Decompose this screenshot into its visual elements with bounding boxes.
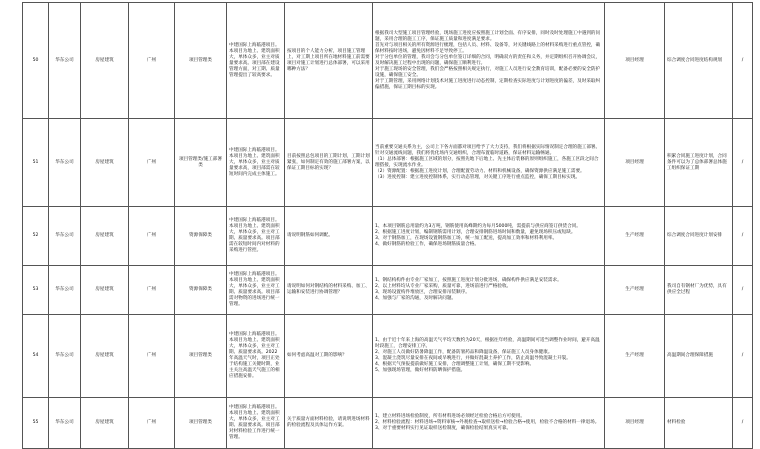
answer-cell: [373, 266, 605, 315]
support-cell: 高温期间合理保障措施: [665, 315, 733, 398]
question-cell: 如何考虑高温对工期的影响？: [285, 315, 373, 398]
company-cell: 华东公司: [49, 3, 81, 119]
project-type-cell: 房屋建筑: [81, 398, 129, 449]
status-cell: /: [733, 207, 753, 266]
question-cell: 目前按照总包项目的工期计划，工期计划紧张，如何制定有效的施工部署方案，以保证工期目标的实现？: [285, 119, 373, 207]
role-cell: 生产经理: [605, 266, 665, 315]
category-cell: 项目管理类: [175, 315, 227, 398]
answer-paragraph: 首先对与项目相关的所有资源进行梳理，包括人员、材料、设备等，对关键线路上的材料采购进行重点管控，确保材料按时进场，避免因材料不足导致停工。: [375, 42, 601, 54]
row-number: 54: [23, 315, 49, 398]
project-type-cell: 房屋建筑: [81, 266, 129, 315]
answer-paragraph: 4、根据天气预报提前做好施工安排，合理调整施工计划，确保工期不受影响。: [375, 362, 535, 367]
region-cell: 广州: [129, 315, 175, 398]
table-row: [23, 266, 753, 315]
project-scope-cell: 中建国际上海临港项目。本项目为地上、建筑面积大，单体众多，业主对工期、质量要求高。项目部需对物资的进场进行统一管理。: [227, 266, 285, 315]
status-cell: /: [733, 119, 753, 207]
company-cell: 华东公司: [49, 398, 81, 449]
row-number: 51: [23, 119, 49, 207]
support-cell: 我司自有钢材厂为优势，具有供应全过程: [665, 266, 733, 315]
issues-table: [22, 2, 753, 449]
answer-paragraph: 1、本项目钢筋总用量约为3万吨，钢筋使用高峰期约为每月5000吨，需提前与供应商签订供货合同。: [375, 224, 581, 229]
row-number: 53: [23, 266, 49, 315]
company-cell: 华东公司: [49, 315, 81, 398]
project-scope-cell: 中建国际上海临港项目。本项目为地上、建筑面积大，单体众多，业主对质量要求高，项目部需在较短时间内完成主体施工。: [227, 119, 285, 207]
support-cell: 材料检验: [665, 398, 733, 449]
status-cell: /: [733, 266, 753, 315]
answer-paragraph: 1、建立材料进场检验制度，所有材料进场必须经过检验合格后方可使用。: [375, 414, 525, 419]
status-cell: /: [733, 315, 753, 398]
status-cell: /: [733, 3, 753, 119]
support-cell: 综合调度合同进度计划安排: [665, 207, 733, 266]
role-cell: 生产经理: [605, 207, 665, 266]
table-row: [23, 119, 753, 207]
table-row: [23, 398, 753, 449]
answer-paragraph: 2、以上材料均从专业厂家采购，质量可靠，进场前进行严格验收。: [375, 284, 512, 289]
table-row: [23, 315, 753, 398]
project-type-cell: 房屋建筑: [81, 119, 129, 207]
answer-cell: [373, 207, 605, 266]
answer-paragraph: 4、做好钢筋的检验工作，确保进场钢筋质量合格。: [375, 242, 479, 247]
role-cell: 生产经理: [605, 315, 665, 398]
answer-paragraph: 对于工期管理，采用网络计划技术对施工进度进行动态控制，定期检查实际进度与计划进度的偏差，及时采取纠偏措施，保证工期目标的实现。: [375, 78, 601, 90]
question-cell: 请说明钢筋如何调配。: [285, 207, 373, 266]
question-cell: 请说明如何对钢结构的材料采购、加工、运输和安装进行协调管理？: [285, 266, 373, 315]
region-cell: 广州: [129, 119, 175, 207]
project-scope-cell: 中建国际上海临港项目。本项目为地上、建筑面积大，单体众多，业主对工期、质量要求高。2022年高温天气时，项目正处于结构施工关键时期，业主关注高温天气施工的相应措施安排。: [227, 315, 285, 398]
project-scope-cell: 中建国际上海临港项目。本项目为地上、建筑面积大，单体众多，业主对质量要求高。项目部在建设管理方面，对工期、质量管理提出了较高要求。: [227, 3, 285, 119]
company-cell: 华东公司: [49, 266, 81, 315]
category-cell: 资源保障类: [175, 207, 227, 266]
answer-paragraph: 2、根据施工进度计划，编制钢筋需用计划，合理安排钢筋进场时间和数量，避免现场积压或短缺。: [375, 230, 576, 235]
answer-cell: [373, 398, 605, 449]
role-cell: 项目经理: [605, 3, 665, 119]
category-cell: 项目管理类: [175, 3, 227, 119]
category-cell: 资源保障类: [175, 266, 227, 315]
question-cell: 关于质量方面材料检验，请说明进场材料的检验流程及具体运作方案。: [285, 398, 373, 449]
table-body: [23, 3, 753, 449]
company-cell: 华东公司: [49, 119, 81, 207]
row-number: 55: [23, 398, 49, 449]
project-type-cell: 房屋建筑: [81, 207, 129, 266]
project-scope-cell: 中建国际上海临港项目。本项目为地上、建筑面积大，单体众多，业主对工期、质量要求高。项目部对材料检验工作进行统一管理。: [227, 398, 285, 449]
answer-paragraph: （3）进度控制：建立进度控制体系，实行动态管理，对关键工序进行重点监控，确保工期目标实现。: [375, 174, 581, 180]
answer-paragraph: 3、现场设置构件堆放区，合理安排吊装顺序。: [375, 290, 470, 295]
project-type-cell: 房屋建筑: [81, 3, 129, 119]
question-cell: 按项目的个人能力分析，项目施工管理上，对工期上项目所在地材料施工前需要项目对施工计划进行总体部署，可以采用哪种方法？: [285, 3, 373, 119]
company-cell: 华东公司: [49, 207, 81, 266]
region-cell: 广州: [129, 266, 175, 315]
status-cell: /: [733, 398, 753, 449]
answer-paragraph: 对于分包单位的管理，我司会与分包单位签订详细的合同，明确双方的责任和义务，并定期组织召开协调会议，及时解决施工过程中出现的问题，确保施工顺利进行。: [375, 54, 601, 66]
role-cell: 项目经理: [605, 119, 665, 207]
answer-paragraph: 1、由于近十年来上海的高温天气平均天数约为20天，根据往年经验，高温期间可适当调整作业时间，避开高温时段施工，合理安排工序。: [375, 338, 600, 349]
answer-paragraph: 3、对于钢筋加工，在现场设置钢筋加工场，统一加工配送，提高加工效率和材料利用率。: [375, 236, 558, 241]
answer-paragraph: 3、对于重要材料实行见证取样送检制度，确保检验结果真实可靠。: [375, 426, 512, 431]
support-cell: 积累合同施工进度计划，合同条件可以为了总体部署总体施工组织保证工期: [665, 119, 733, 207]
row-number: 50: [23, 3, 49, 119]
answer-cell: [373, 119, 605, 207]
region-cell: 广州: [129, 3, 175, 119]
answer-paragraph: （2）资源配置：根据施工进度计划，合理配置劳动力、材料和机械设备，确保资源供应满足施工需要。: [375, 168, 585, 174]
category-cell: 项目管理类: [175, 398, 227, 449]
table-row: [23, 207, 753, 266]
region-cell: 广州: [129, 207, 175, 266]
category-cell: 项目管理类/施工部署类: [175, 119, 227, 207]
answer-paragraph: 5、加强现场管理，做好材料防晒保护措施。: [375, 368, 466, 373]
row-number: 52: [23, 207, 49, 266]
answer-paragraph: 2、对施工人员做好防暑降温工作，配备防暑药品和降温设备，保证施工人员身体健康。: [375, 350, 553, 355]
answer-paragraph: 3、混凝土浇筑尽量安排在夜间或早晚进行，并做好混凝土养护工作，防止高温导致混凝土开裂。: [375, 356, 571, 361]
answer-paragraph: 对于施工现场的安全管理，我们会严格按照相关规定执行，对施工人员进行安全教育培训，配备必要的安全防护设施，确保施工安全。: [375, 66, 601, 78]
answer-paragraph: （1）总体部署：根据施工区域的划分，按照先地下后地上、先主体后装修的原则组织施工，各施工区段之间合理搭接，实现流水作业。: [375, 156, 599, 168]
project-type-cell: 房屋建筑: [81, 315, 129, 398]
role-cell: 项目经理: [605, 398, 665, 449]
support-cell: 综合调度合同进度结构规划: [665, 3, 733, 119]
table-row: [23, 3, 753, 119]
answer-paragraph: 针对交通流线问题，我们将优化场内交通组织，合理布置临时道路，保证材料运输畅通。: [375, 150, 555, 156]
answer-paragraph: 2、材料检验流程：材料进场→资料审核→外观检查→取样送检→检验合格→使用，检验不合格的材料一律退场。: [375, 420, 600, 425]
answer-paragraph: 当前重要交通关系为主，公司上下各方面都对项目给予了大力支持，我们将根据实际情况制定合理的施工部署。: [375, 144, 601, 150]
project-scope-cell: 中建国际上海临港项目。本项目为地上、建筑面积大，单体众多，业主对工期、质量要求高。项目部需在较短时间内对材料的采购进行管控。: [227, 207, 285, 266]
answer-cell: [373, 3, 605, 119]
answer-paragraph: 4、加强与厂家的沟通，及时解决问题。: [375, 296, 457, 301]
answer-cell: [373, 315, 605, 398]
answer-paragraph: 根据我司大型施工项目管理经验，现场施工进度应按照施工计划全面、有序安排，同时及时处理施工中遇到的问题，采用合理的施工工序，保证施工质量和进度满足要求。: [375, 30, 601, 42]
region-cell: 广州: [129, 398, 175, 449]
answer-paragraph: 1、钢结构构件由专业厂家加工，按照施工进度计划分批进场，确保构件供应满足安装需求。: [375, 278, 562, 283]
